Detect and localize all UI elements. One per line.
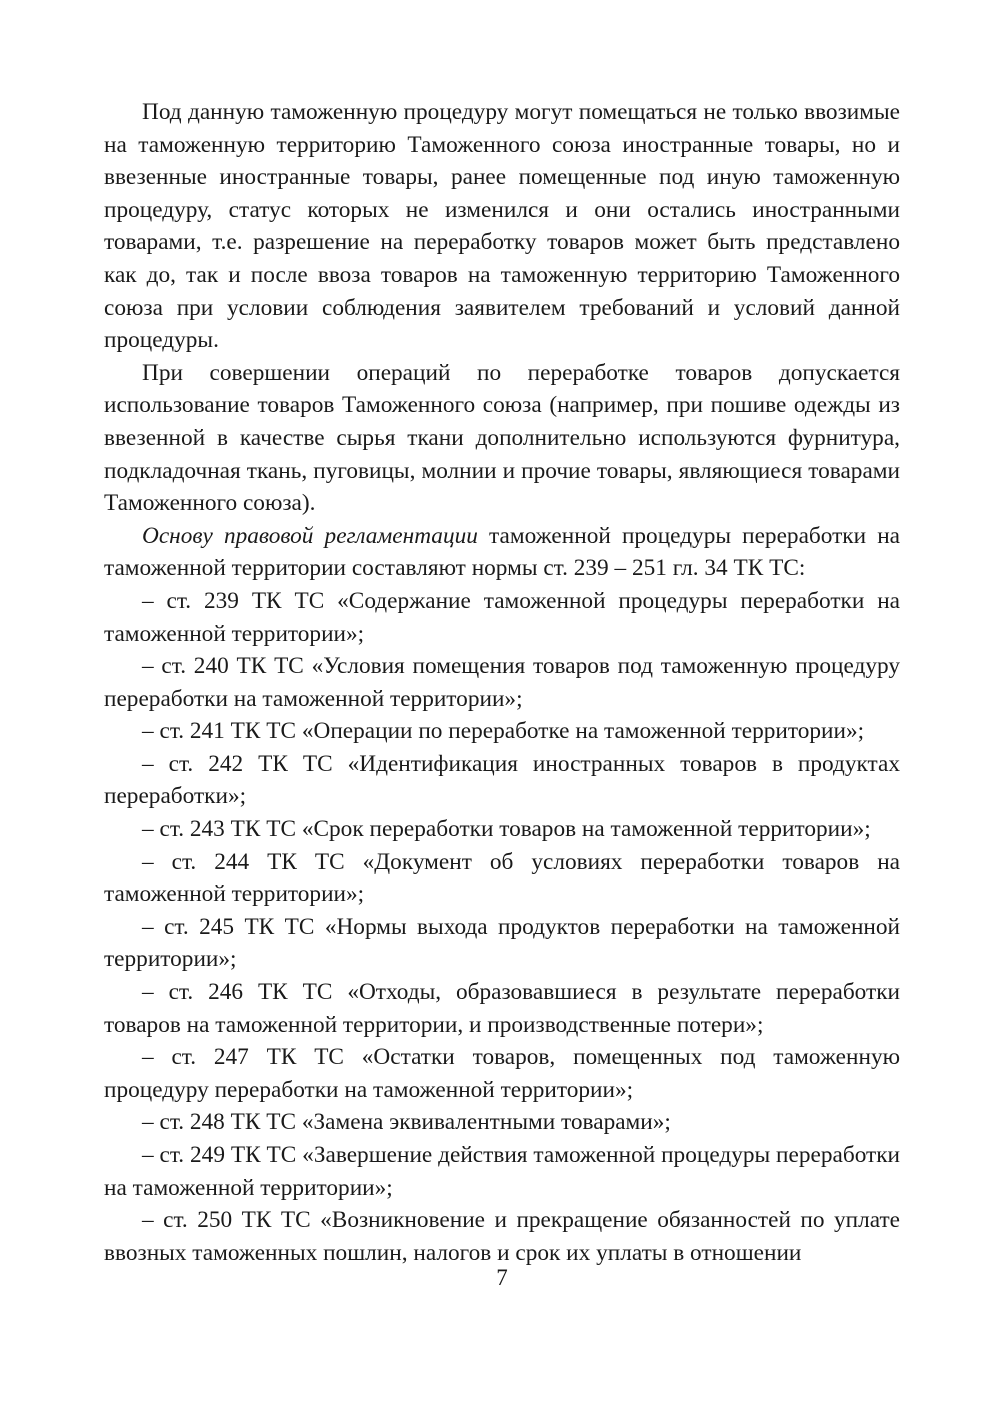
legal-basis-italic-lead: Основу правовой регламентации [142, 522, 478, 549]
paragraph-union-goods-usage: При совершении операций по переработке товаров допускается использование товаров Таможенного союза (например, при пошиве одежды из ввезенной в качестве сырья ткани дополнительно используются фурнитура, подкладочная ткань, пуговицы, молнии и прочие товары, являющиеся товарами Таможенного союза). [104, 359, 900, 517]
article-item-239: – ст. 239 ТК ТС «Содержание таможенной процедуры переработки на таможенной территории»; [104, 587, 900, 647]
article-item-250: – ст. 250 ТК ТС «Возникновение и прекращение обязанностей по уплате ввозных таможенных пошлин, налогов и срок их уплаты в отношении [104, 1207, 900, 1266]
article-item-246: – ст. 246 ТК ТС «Отходы, образовавшиеся в результате переработки товаров на таможенной территории, и производственные потери»; [104, 979, 900, 1038]
legal-basis-rest: таможенной процедуры переработки на таможенной территории составляют нормы ст. 239 – 251 гл. 34 ТК ТС: [104, 522, 900, 582]
body-text [104, 96, 900, 1269]
page-number: 7 [496, 1265, 508, 1290]
paragraph-customs-procedure-scope: Под данную таможенную процедуру могут помещаться не только ввозимые на таможенную территорию Таможенного союза иностранные товары, но и ввезенные иностранные товары, ранее помещенные под иную таможенную процедуру, статус которых не изменился и они остались иностранными товарами, т.е. разрешение на переработку товаров может быть представлено как до, так и после ввоза товаров на таможенную территорию Таможенного союза при условии соблюдения заявителем требований и условий данной процедуры. [104, 99, 900, 354]
article-item-243: – ст. 243 ТК ТС «Срок переработки товаров на таможенной территории»; [142, 816, 871, 843]
article-item-248: – ст. 248 ТК ТС «Замена эквивалентными товарами»; [142, 1109, 671, 1136]
article-item-242: – ст. 242 ТК ТС «Идентификация иностранных товаров в продуктах переработки»; [104, 750, 900, 810]
article-item-245: – ст. 245 ТК ТС «Нормы выхода продуктов переработки на таможенной территории»; [104, 913, 900, 973]
article-item-244: – ст. 244 ТК ТС «Документ об условиях переработки товаров на таможенной территории»; [104, 848, 900, 908]
article-item-241: – ст. 241 ТК ТС «Операции по переработке на таможенной территории»; [142, 718, 865, 745]
article-item-249: – ст. 249 ТК ТС «Завершение действия таможенной процедуры переработки на таможенной территории»; [104, 1142, 900, 1201]
paragraph-legal-basis [104, 520, 900, 585]
article-item-240: – ст. 240 ТК ТС «Условия помещения товаров под таможенную процедуру переработки на таможенной территории»; [104, 653, 900, 712]
article-item-247: – ст. 247 ТК ТС «Остатки товаров, помещенных под таможенную процедуру переработки на таможенной территории»; [104, 1044, 900, 1103]
